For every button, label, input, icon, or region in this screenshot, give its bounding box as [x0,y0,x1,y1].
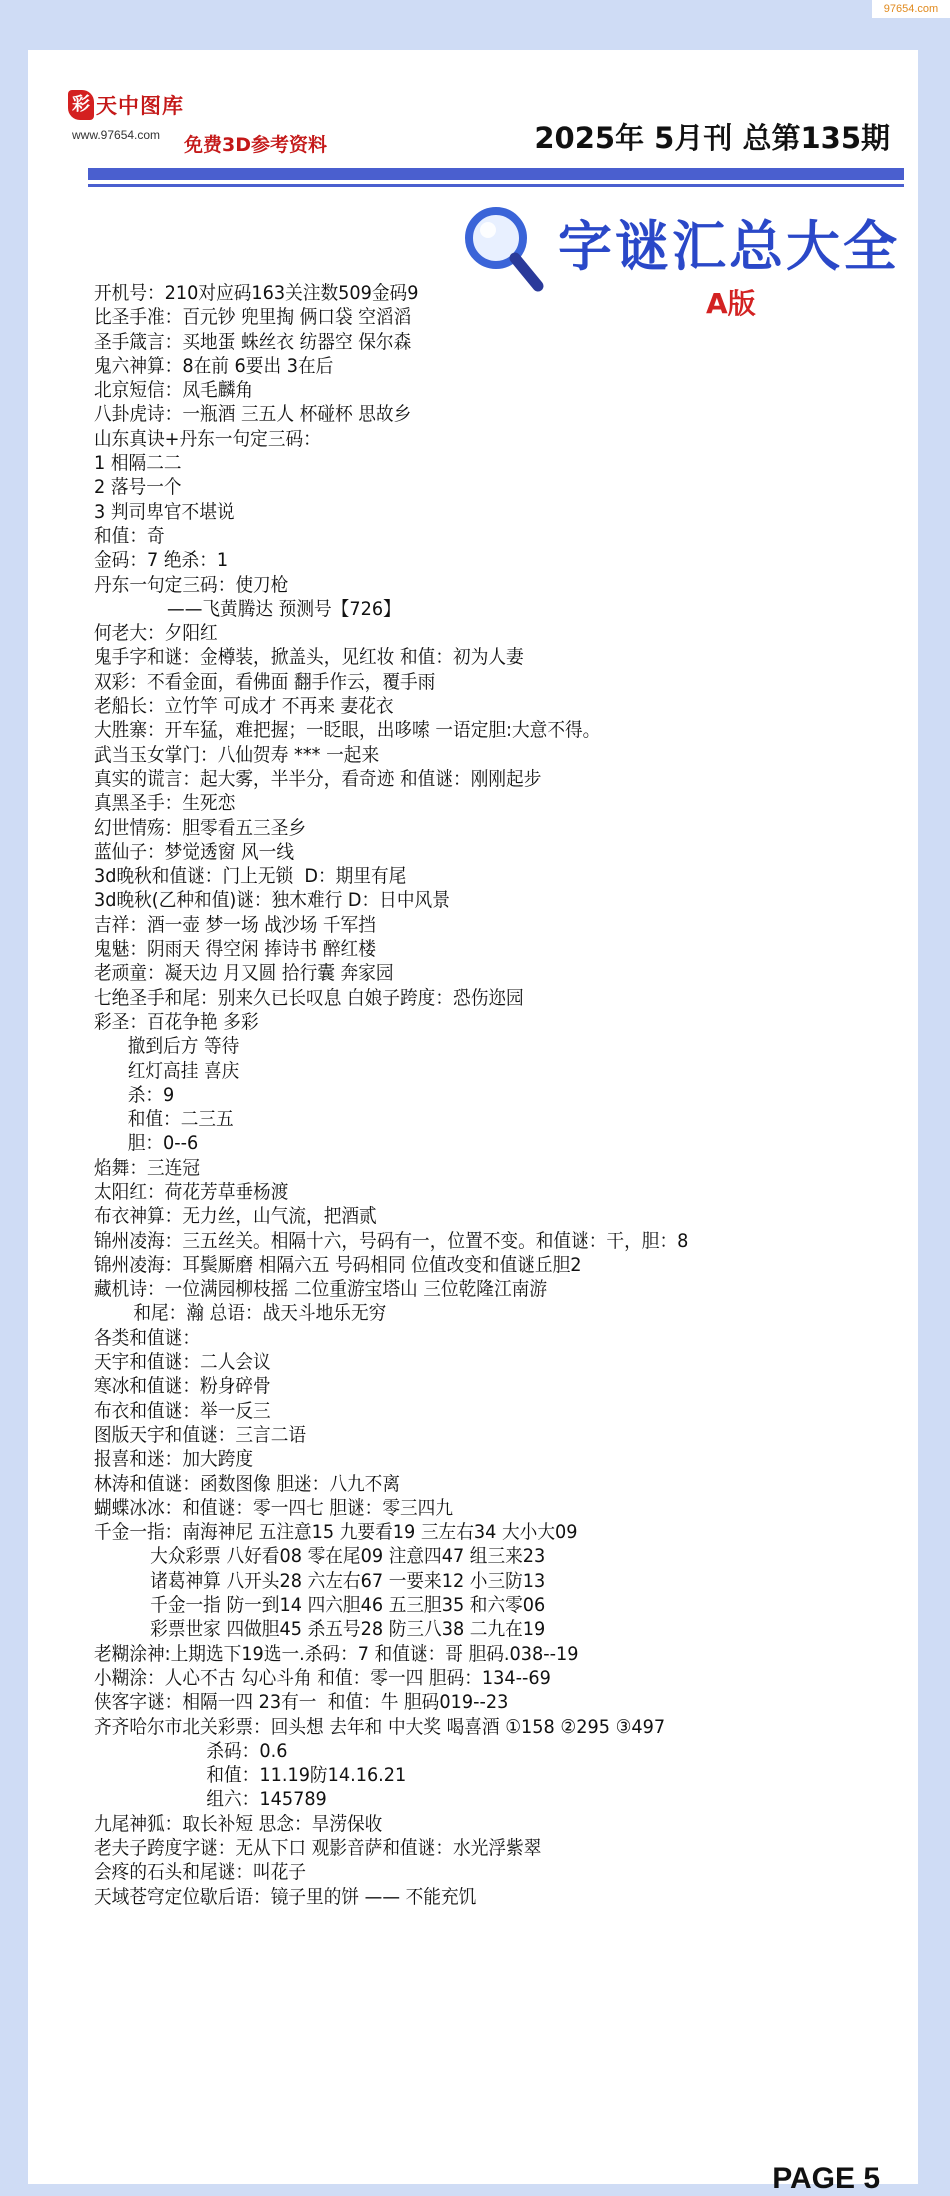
riddle-line: 胆：0--6 [94,1132,199,1155]
riddle-line: 七绝圣手和尾：别来久已长叹息 白娘子跨度：恐伤迩园 [94,986,524,1009]
riddle-line: 鬼手字和谜：金樽装，掀盖头，见红妆 和值：初为人妻 [94,646,524,669]
riddle-line: 大众彩票 八好看08 零在尾09 注意四47 组三来23 [94,1545,546,1568]
riddle-line: 3 判司卑官不堪说 [94,500,235,523]
riddle-line: 1 相隔二二 [94,452,182,475]
riddle-line: 和值：二三五 [94,1108,234,1131]
riddle-line: 图版天宇和值谜：三言二语 [94,1423,307,1446]
riddle-line: 圣手箴言：买地蛋 蛛丝衣 纺器空 保尔森 [94,330,412,353]
edition-badge: A版 [706,287,756,320]
riddle-line: 和尾：瀚 总语：战天斗地乐无穷 [94,1302,387,1325]
riddle-line: 红灯高挂 喜庆 [94,1059,240,1082]
riddle-line: 真实的谎言：起大雾，半半分，看奇迹 和值谜：刚刚起步 [94,767,542,790]
page-sheet [28,50,918,2195]
riddle-line: 3d晚秋和值谜：门上无锁 D：期里有尾 [94,865,407,888]
riddle-line: 会疼的石头和尾谜：叫花子 [94,1861,307,1884]
riddle-line: 天宇和值谜：二人会议 [94,1351,271,1374]
riddle-list [94,281,857,1909]
riddle-line: 老船长：立竹竿 可成才 不再来 妻花衣 [94,695,394,718]
riddle-line: 3d晚秋(乙种和值)谜：独木难行 D：日中风景 [94,889,450,912]
riddle-line: 吉祥：酒一壶 梦一场 战沙场 千军挡 [94,913,376,936]
riddle-line: 侠客字谜：相隔一四 23有一 和值：牛 胆码019--23 [94,1691,509,1714]
riddle-line: 北京短信：凤毛麟角 [94,379,254,402]
riddle-line: 和值：11.19防14.16.21 [94,1764,407,1787]
riddle-line: 金码：7 绝杀：1 [94,549,229,572]
brand-mark-icon: 彩 [68,90,94,120]
header-rule-thick [88,168,904,180]
riddle-line: 布衣和值谜：举一反三 [94,1399,271,1422]
brand-url: www.97654.com [72,128,161,142]
riddle-line: 比圣手准：百元钞 兜里掏 俩口袋 空滔滔 [94,306,412,329]
riddle-line: 锦州凌海：耳鬓厮磨 相隔六五 号码相同 位值改变和值谜丘胆2 [94,1253,582,1276]
riddle-line: 藏机诗：一位满园柳枝摇 二位重游宝塔山 三位乾隆江南游 [94,1278,547,1301]
riddle-line: 开机号：210对应码163关注数509金码9 [94,282,419,304]
brand-name: 天中图库 [96,94,184,118]
riddle-line: ——飞黄腾达 预测号【726】 [94,597,401,620]
riddle-line: 八卦虎诗：一瓶酒 三五人 杯碰杯 思故乡 [94,403,412,426]
riddle-line: 报喜和迷：加大跨度 [94,1448,254,1471]
riddle-line: 和值：奇 [94,524,165,547]
riddle-line: 武当玉女掌门：八仙贺寿 *** 一起来 [94,743,380,766]
riddle-line: 天域苍穹定位歇后语：镜子里的饼 —— 不能充饥 [94,1885,477,1908]
riddle-line: 千金一指：南海神尼 五注意15 九要看19 三左右34 大小大09 [94,1521,578,1544]
riddle-line: 大胜寨：开车猛，难把握；一眨眼，出哆嗦 一语定胆:大意不得。 [94,719,601,742]
riddle-line: 蓝仙子：梦觉透窗 风一线 [94,840,294,863]
riddle-line: 太阳红：荷花芳草垂杨渡 [94,1180,289,1203]
riddle-line: 千金一指 防一到14 四六胆46 五三胆35 和六零06 [94,1594,546,1617]
riddle-line: 老顽童：凝天边 月又圆 拾行囊 奔家园 [94,962,394,985]
riddle-line: 焰舞：三连冠 [94,1156,201,1179]
riddle-line: 双彩：不看金面，看佛面 翻手作云，覆手雨 [94,670,436,693]
riddle-line: 真黑圣手：生死恋 [94,792,236,815]
riddle-line: 诸葛神算 八开头28 六左右67 一要来12 小三防13 [94,1569,546,1592]
riddle-line: 丹东一句定三码：使刀枪 [94,573,289,596]
riddle-line: 齐齐哈尔市北关彩票：回头想 去年和 中大奖 喝喜酒 ①158 ②295 ③497 [94,1715,666,1738]
riddle-line: 鬼魅：阴雨天 得空闲 捧诗书 醉红楼 [94,938,376,961]
riddle-line: 撤到后方 等待 [94,1035,240,1058]
riddle-line: 鬼六神算：8在前 6要出 3在后 [94,354,334,377]
riddle-line: 彩圣：百花争艳 多彩 [94,1010,259,1033]
riddle-line: 组六：145789 [94,1788,327,1811]
riddle-line: 2 落号一个 [94,476,182,499]
riddle-line: 锦州凌海：三五丝关。相隔十六，号码有一，位置不变。和值谜：干，胆：8 [94,1229,689,1252]
riddle-line: 林涛和值谜：函数图像 胆迷：八九不离 [94,1472,401,1495]
page-number: PAGE 5 [772,2162,880,2195]
riddle-line: 何老大：夕阳红 [94,622,218,645]
riddle-line: 杀：9 [94,1083,175,1106]
riddle-line: 山东真诀+丹东一句定三码： [94,427,321,450]
riddle-line: 小糊涂：人心不古 勾心斗角 和值：零一四 胆码：134--69 [94,1666,551,1689]
riddle-line: 各类和值谜： [94,1326,201,1349]
riddle-line: 寒冰和值谜：粉身碎骨 [94,1375,271,1398]
riddle-line: 老糊涂神:上期选下19选一.杀码：7 和值谜：哥 胆码.038--19 [94,1642,579,1665]
header-rule-thin [88,184,904,187]
riddle-line: 彩票世家 四做胆45 杀五号28 防三八38 二九在19 [94,1618,546,1641]
riddle-line: 老夫子跨度字谜：无从下口 观影音萨和值谜：水光浮紫翠 [94,1837,542,1859]
brand-slogan: 免费3D参考资料 [184,134,327,156]
riddle-line: 九尾神狐：取长补短 思念：旱涝保收 [94,1812,383,1835]
riddle-line: 杀码：0.6 [94,1739,288,1762]
corner-watermark: 97654.com [872,0,950,18]
riddle-line: 布衣神算：无力丝，山气流，把酒贰 [94,1205,377,1228]
riddle-line: 蝴蝶冰冰：和值谜：零一四七 胆谜：零三四九 [94,1496,454,1519]
issue-label: 2025年 5月刊 总第135期 [534,121,890,155]
page-title: 字谜汇总大全 [558,215,900,278]
riddle-line: 幻世情殇：胆零看五三圣乡 [94,816,307,839]
